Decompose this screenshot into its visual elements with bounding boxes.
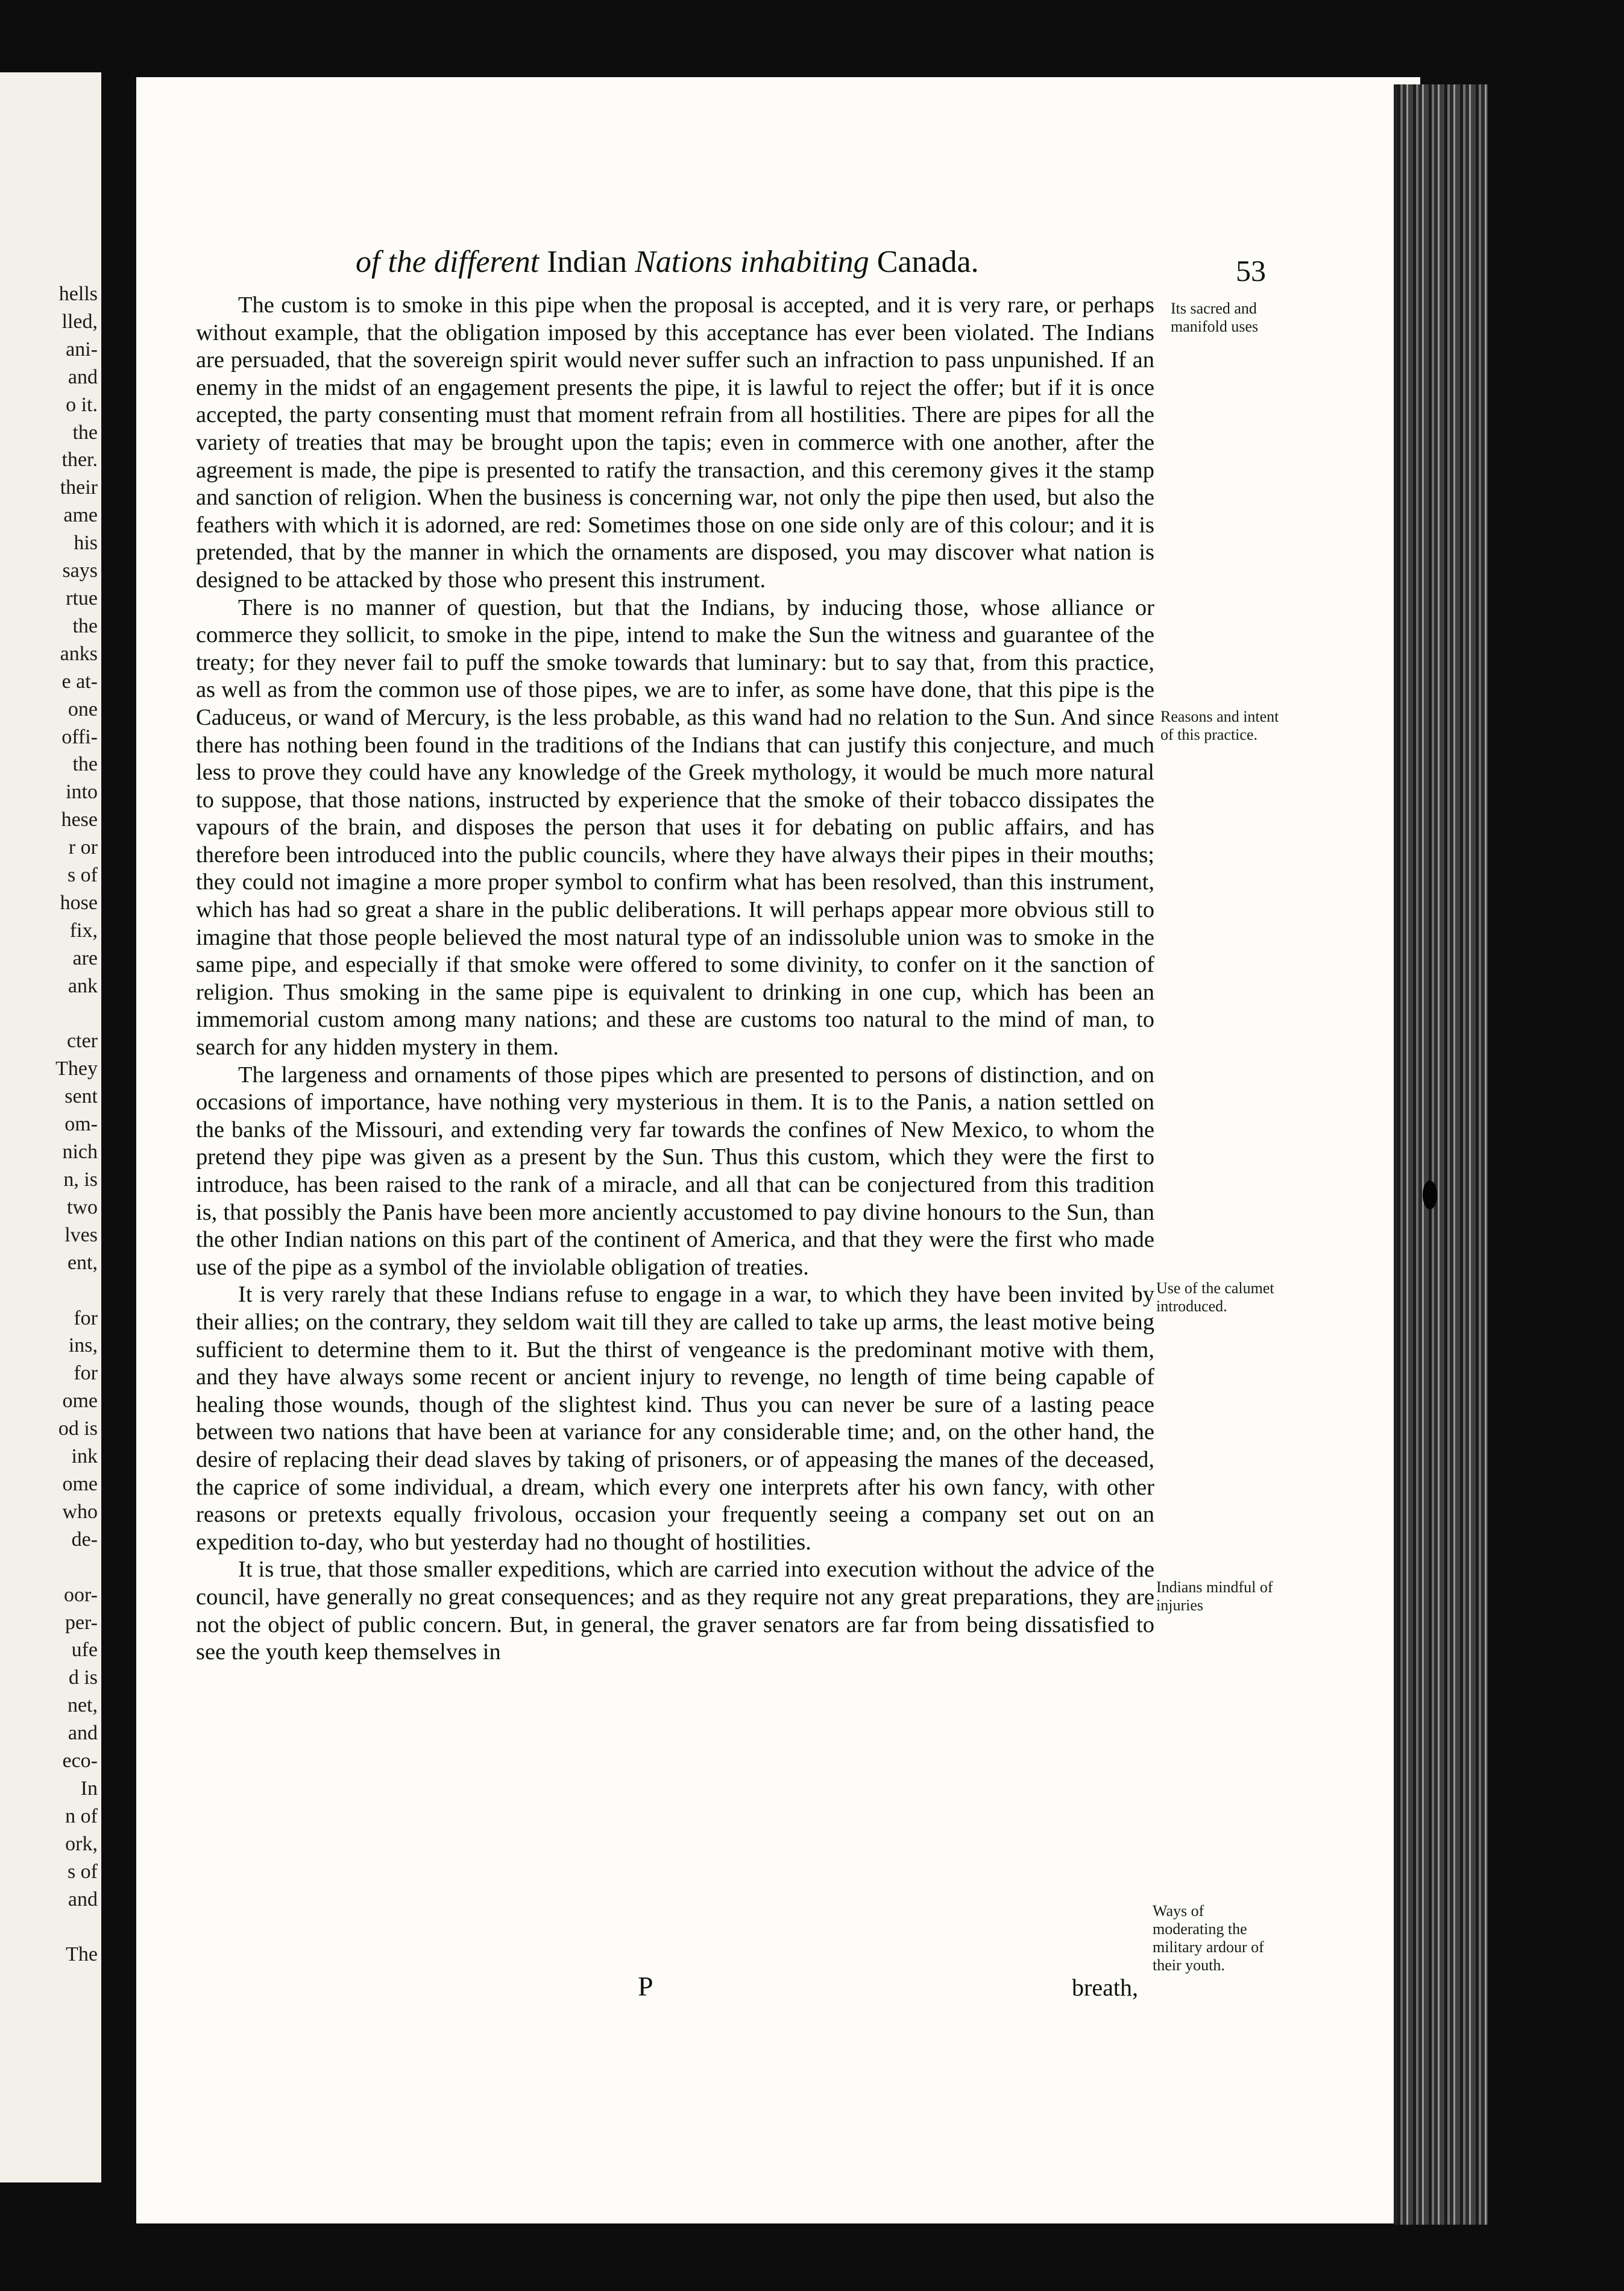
left-page-line: hese [61, 808, 98, 831]
page-edge [1394, 84, 1488, 2225]
signature-mark: P [638, 1971, 653, 2002]
left-page-line: the [72, 753, 98, 776]
catchword: breath, [1072, 1974, 1138, 2001]
running-head-part4: Canada. [877, 245, 979, 279]
margin-note: Reasons and intent of this practice. [1160, 708, 1279, 743]
left-page-line: ani- [66, 338, 98, 361]
left-page-line: and [68, 1888, 98, 1911]
left-page-line: offi- [61, 725, 98, 748]
left-page-line: d is [68, 1666, 98, 1689]
left-page-line: and [68, 365, 98, 388]
left-page-line: and [68, 1722, 98, 1745]
running-head-part2: Indian [547, 245, 628, 279]
left-page-line: ink [71, 1445, 98, 1468]
running-head-part3: Nations inhabiting [635, 245, 869, 279]
left-page-line: ame [63, 504, 98, 527]
left-page-line: per- [65, 1611, 98, 1634]
left-page-line: ome [62, 1472, 98, 1495]
left-page-line: their [60, 476, 98, 499]
left-page-line: hells [58, 283, 98, 305]
left-page-line: nich [62, 1141, 98, 1164]
left-page-line: who [62, 1500, 98, 1523]
paragraph: There is no manner of question, but that the Indians, by inducing those, whose alliance or commerce they sollicit, to smoke in the pipe, intend to make the Sun the witness and guarantee of the treaty; for they never fail to puff the smoke towards that luminary: but to say that, from this practice, as well as from the common use of those pipes, we are to infer, as some have done, that this pipe is the Caduceus, or wand of Mercury, is the less probable, as this wand had no relation to the Sun. And since there has nothing been found in the traditions of the Indians that can justify this conjecture, and much less to prove they could have any knowledge of the Greek mythology, it would be much more natural to suppose, that those nations, instructed by experience that the smoke of their tobacco dissipates the vapours of the brain, and disposes the person that uses it for debating on public affairs, and has therefore been introduced into the public councils, where they have always their pipes in their mouths; they could not imagine a more proper symbol to confirm what has been resolved, than this instrument, which has had so great a share in the public deliberations. It will perhaps appear more obvious still to imagine that those people believed the most natural type of an indissoluble union was to smoke in the same pipe, and especially if that smoke were offered to some divinity, to confer on it the sanction of religion. Thus smoking in the same pipe is equivalent to drinking in one cup, which has been an immemorial custom among many nations; and these are customs too natural to the mind of man, to search for any hidden mystery in them. [196, 594, 1154, 1060]
left-page-line: In [80, 1777, 98, 1800]
left-page-line: ank [68, 974, 98, 997]
running-head [356, 244, 1049, 280]
left-page-line: s of [67, 1860, 98, 1883]
margin-note: Use of the calumet introduced. [1156, 1279, 1274, 1315]
left-page-line: for [74, 1306, 98, 1329]
left-page-line: rtue [66, 587, 98, 610]
left-page-line: the [72, 614, 98, 637]
running-head-part1: of the different [356, 245, 540, 279]
left-page-line: sent [65, 1085, 98, 1108]
left-page-line: are [72, 947, 98, 969]
left-page-line: n of [65, 1804, 98, 1827]
left-page-line: ther. [61, 449, 98, 471]
left-page-line: om- [65, 1113, 98, 1136]
left-page-line: fix, [69, 919, 98, 942]
left-page-line: for [74, 1362, 98, 1385]
margin-note: Indians mindful of injuries [1156, 1578, 1273, 1614]
left-page-line: two [67, 1196, 98, 1218]
left-page-line [55, 1554, 98, 1581]
left-page-line: od is [58, 1417, 98, 1440]
left-page-text [55, 280, 98, 1968]
left-page-line: into [66, 781, 98, 804]
left-page-line: one [68, 698, 98, 720]
margin-note: Its sacred and manifold uses [1171, 300, 1259, 335]
left-page-line: cter [67, 1030, 98, 1053]
left-page-line: e at- [61, 670, 98, 693]
left-page-line: anks [60, 642, 98, 665]
left-page-line: o it. [66, 393, 98, 416]
left-page-line: ufe [71, 1639, 98, 1662]
left-page-line: eco- [62, 1750, 98, 1773]
left-page-line: r or [68, 836, 98, 859]
left-page-line: ins, [68, 1334, 98, 1357]
paragraph: It is true, that those smaller expeditions, which are carried into execution without the advice of the council, have generally no great consequences; and as they require not any great preparations, they are not the object of public concern. But, in general, the graver senators are far from being dissatisfied to see the youth keep themselves in [196, 1557, 1154, 1665]
left-page [0, 72, 101, 2182]
left-page-line: lves [65, 1223, 98, 1246]
left-page-line: s of [67, 864, 98, 887]
page-number: 53 [1236, 254, 1266, 288]
ink-speck [1423, 1180, 1437, 1209]
left-page-line: n, is [63, 1168, 98, 1191]
left-page-line: oor- [64, 1583, 98, 1606]
paragraph: It is very rarely that these Indians refuse to engage in a war, to which they have been invited by their allies; on the contrary, they seldom wait till they are called to take up arms, the least motive being sufficient to determine them to it. But the thirst of vengeance is the predominant motive with them, and they have always some recent or ancient injury to revenge, no length of time being capable of healing those wounds, though of the slightest kind. Thus you can never be sure of a lasting peace between two nations that have been at variance for any considerable time; and, on the other hand, the desire of replacing their dead slaves by taking of prisoners, or of appeasing the manes of the deceased, the caprice of some individual, a dream, which every one interprets after his own fancy, with other reasons or pretexts equally frivolous, occasion your frequently seeing a company set out on an expedition to-day, who but yesterday had no thought of hostilities. [196, 1282, 1154, 1555]
left-page-line [55, 1277, 98, 1305]
margin-note: Ways of moderating the military ardour of their youth. [1153, 1902, 1264, 1974]
left-page-line: net, [67, 1694, 98, 1717]
left-page-line: hose [60, 891, 98, 914]
paragraph: The largeness and ornaments of those pipes which are presented to persons of distinction, and on occasions of importance, have nothing very mysterious in them. It is to the Panis, a nation settled on the banks of the Missouri, and extending very far towards the confines of New Mexico, to whom the pretend they pipe was given as a present by the Sun. Thus this custom, which they were the first to introduce, has been raised to the rank of a miracle, and all that can be conjectured from this tradition is, that possibly the Panis have been more anciently accustomed to pay divine honours to the Sun, than the other Indian nations on this part of the continent of America, and that they were the first who made use of the pipe as a symbol of the inviolable obligation of treaties. [196, 1062, 1154, 1280]
left-page-line: ome [62, 1390, 98, 1413]
left-page-line: ent, [67, 1251, 98, 1274]
left-page-line: ork, [65, 1832, 98, 1855]
left-page-line [55, 1913, 98, 1941]
left-page-line: The [66, 1943, 98, 1966]
paragraph: The custom is to smoke in this pipe when the proposal is accepted, and it is very rare, or perhaps without example, that the obligation imposed by this acceptance has ever been violated. The Indians are persuaded, that the sovereign spirit would never suffer such an infraction to pass unpunished. If an enemy in the midst of an engagement presents the pipe, it is lawful to reject the offer; but if it is once accepted, the party consenting must that moment refrain from all hostilities. There are pipes for all the variety of treaties that may be brought upon the tapis; even in commerce with one another, after the agreement is made, the pipe is presented to ratify the transaction, and this ceremony gives it the stamp and sanction of religion. When the business is concerning war, not only the pipe then used, but also the feathers with which it is adorned, are red: Sometimes those on one side only are of this colour; and it is pretended, that by the manner in which the ornaments are disposed, you may discover what nation is designed to be attacked by those who present this instrument. [196, 292, 1154, 593]
left-page-line: de- [71, 1528, 98, 1551]
left-page-line: the [72, 421, 98, 444]
left-page-line: his [74, 532, 98, 555]
left-page-line: They [55, 1057, 98, 1080]
body-text [196, 292, 1154, 1666]
left-page-line: lled, [61, 310, 98, 333]
left-page-line: says [62, 559, 98, 582]
left-page-line [55, 1000, 98, 1028]
